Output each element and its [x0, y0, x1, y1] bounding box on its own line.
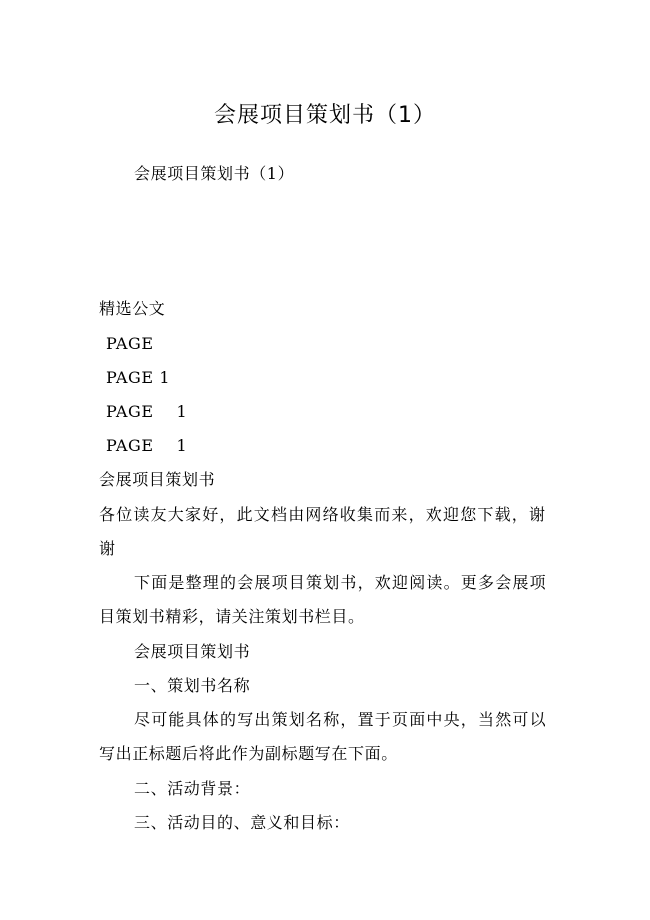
section-heading: 一、策划书名称: [134, 676, 251, 695]
body-paragraph-line: 下面是整理的会展项目策划书，欢迎阅读。更多会展项: [134, 573, 547, 592]
document-title: 会展项目策划书（1）: [214, 103, 436, 128]
document-subtitle: 会展项目策划书（1）: [134, 164, 295, 183]
body-paragraph-line: 目策划书精彩，请关注策划书栏目。: [99, 607, 365, 626]
page-field-line: PAGE 1: [106, 436, 188, 455]
category-label: 精选公文: [99, 299, 166, 318]
body-paragraph-line: 写出正标题后将此作为副标题写在下面。: [99, 744, 398, 763]
section-title: 会展项目策划书: [134, 642, 251, 661]
intro-paragraph-line: 各位读友大家好，此文档由网络收集而来，欢迎您下载，谢: [99, 505, 547, 524]
page-field-line: PAGE: [106, 334, 154, 353]
intro-paragraph-line: 谢: [99, 539, 116, 558]
body-heading: 会展项目策划书: [99, 470, 216, 489]
body-paragraph-line: 尽可能具体的写出策划名称，置于页面中央，当然可以: [134, 710, 547, 729]
page-field-line: PAGE 1: [106, 368, 171, 387]
section-heading: 三、活动目的、意义和目标：: [134, 813, 350, 832]
section-heading: 二、活动背景：: [134, 779, 251, 798]
page-field-line: PAGE 1: [106, 402, 188, 421]
